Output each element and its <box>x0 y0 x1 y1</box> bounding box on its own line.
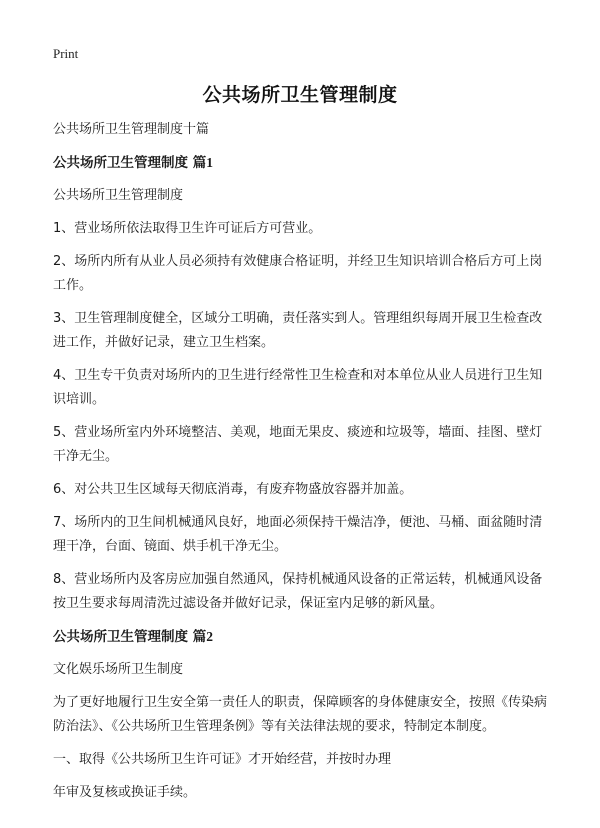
paragraph: 为了更好地履行卫生安全第一责任人的职责，保障顾客的身体健康安全，按照《传染病防治法》、《公共场所卫生管理条例》等有关法律法规的要求，特制定本制度。 <box>53 695 548 734</box>
paragraph: 年审及复核或换证手续。 <box>53 785 197 800</box>
section-2 <box>53 625 553 805</box>
paragraph: 3、卫生管理制度健全，区域分工明确，责任落实到人。管理组织每周开展卫生检查改进工作，并做好记录，建立卫生档案。 <box>53 311 543 350</box>
paragraph: 6、对公共卫生区域每天彻底消毒，有废弃物盛放容器并加盖。 <box>53 482 413 497</box>
paragraph: 4、卫生专干负责对场所内的卫生进行经常性卫生检查和对本单位从业人员进行卫生知识培训。 <box>53 368 543 407</box>
section-heading <box>53 625 553 649</box>
document-body <box>53 118 553 814</box>
document-title: 公共场所卫生管理制度 <box>202 84 398 106</box>
paragraph: 5、营业场所室内外环境整洁、美观，地面无果皮、痰迹和垃圾等，墙面、挂图、壁灯干净无尘。 <box>53 425 543 464</box>
paragraph: 公共场所卫生管理制度 <box>53 188 184 203</box>
paragraph: 8、营业场所内及客房应加强自然通风，保持机械通风设备的正常运转，机械通风设备按卫生要求每周清洗过滤设备并做好记录，保证室内足够的新风量。 <box>53 572 543 611</box>
paragraph: 1、营业场所依法取得卫生许可证后方可营业。 <box>53 221 322 236</box>
section-heading-number: 2 <box>206 629 213 644</box>
document-subtitle: 公共场所卫生管理制度十篇 <box>53 122 210 137</box>
section-heading-text: 公共场所卫生管理制度 篇 <box>53 155 207 171</box>
section-heading <box>53 151 553 175</box>
print-link[interactable]: Print <box>53 46 79 61</box>
section-heading-number: 1 <box>206 155 213 170</box>
paragraph: 文化娱乐场所卫生制度 <box>53 662 184 677</box>
paragraph: 7、场所内的卫生间机械通风良好，地面必须保持干燥洁净，便池、马桶、面盆随时清理干净，台面、镜面、烘手机干净无尘。 <box>53 515 543 554</box>
paragraph: 一、取得《公共场所卫生许可证》才开始经营，并按时办理 <box>53 752 392 767</box>
section-1 <box>53 151 553 616</box>
paragraph: 2、场所内所有从业人员必须持有效健康合格证明，并经卫生知识培训合格后方可上岗工作。 <box>53 254 543 293</box>
section-heading-text: 公共场所卫生管理制度 篇 <box>53 629 207 645</box>
